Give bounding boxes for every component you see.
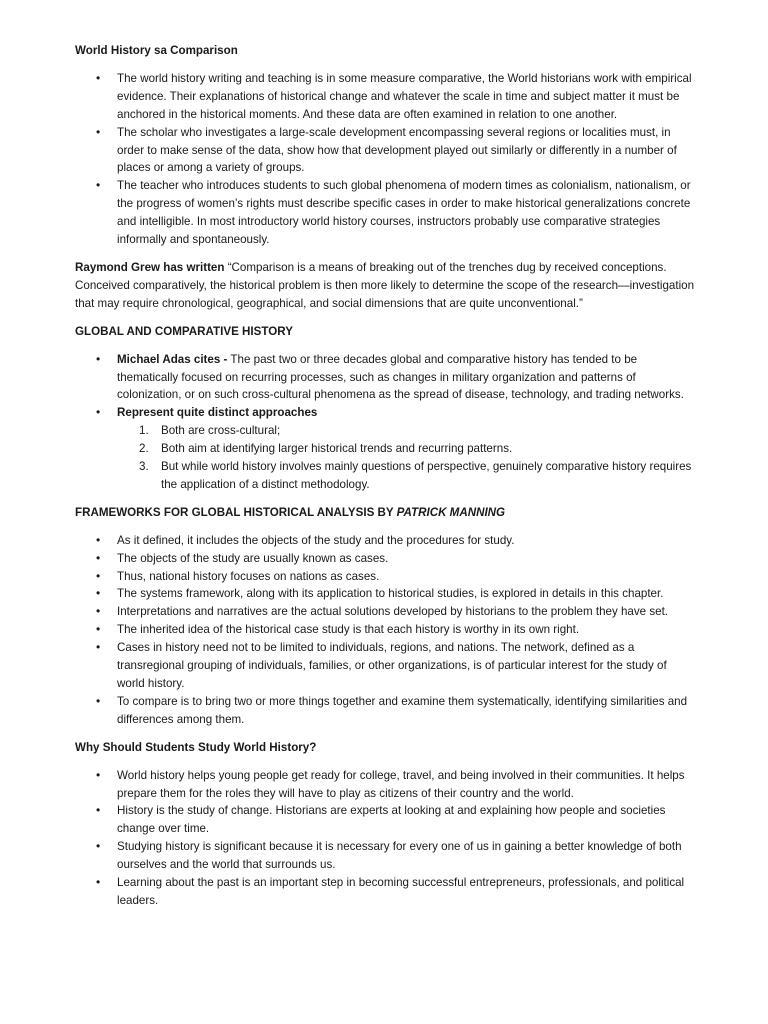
numbered-item [117, 440, 695, 458]
heading-main: FRAMEWORKS FOR GLOBAL HISTORICAL ANALYSIS BY [75, 505, 397, 519]
list-item: • To compare is to bring two or more things together and examine them systematically, identifying similarities and differences among them. [75, 693, 695, 729]
quote-text: “Comparison is a means of breaking out of the trenches dug by received conceptions. Conceived comparatively, the historical problem is then more likely to determine the scope of the research—investigation that may require chronological, geographical, and social dimensions that are quite unconventional.” [75, 260, 695, 310]
list-item: • The world history writing and teaching is in some measure comparative, the World historians work with empirical evidence. Their explanations of historical change and whatever the scale in time and subject matter it must be anchored in the historical moments. And these data are often examined in relation to one another. [75, 70, 695, 124]
bullet-list [75, 532, 695, 729]
numbered-list [117, 422, 695, 494]
bullet-list [75, 767, 695, 910]
list-item: • Cases in history need not to be limited to individuals, regions, and nations. The network, defined as a transregional grouping of individuals, families, or other organizations, is of particular interest for the study of world history. [75, 639, 695, 693]
bullet-list [75, 351, 695, 494]
list-item [75, 404, 695, 494]
quote-author: Raymond Grew has written [75, 260, 225, 274]
item-text: But while world history involves mainly questions of perspective, genuinely comparative history requires the application of a distinct methodology. [161, 460, 692, 491]
item-text: Both aim at identifying larger historical trends and recurring patterns. [161, 442, 513, 456]
section-heading-frameworks [75, 504, 695, 522]
item-number: 2. [139, 442, 149, 456]
item-lead: Represent quite distinct approaches [117, 406, 318, 420]
list-item: • History is the study of change. Historians are experts at looking at and explaining how people and societies change over time. [75, 802, 695, 838]
item-text: Both are cross-cultural; [161, 424, 281, 438]
heading-author: PATRICK MANNING [396, 505, 506, 519]
list-item: • The scholar who investigates a large-scale development encompassing several regions or localities must, in order to make sense of the data, show how that development played out similarly or differently in a number of places or among a variety of groups. [75, 124, 695, 178]
item-lead: Michael Adas cites - [117, 352, 228, 366]
list-item: • World history helps young people get ready for college, travel, and being involved in their communities. It helps prepare them for the roles they will have to play as citizens of their country and the world. [75, 767, 695, 803]
section-heading-world-history-comparison: World History sa Comparison [75, 44, 238, 57]
section-heading-global-comparative-history: GLOBAL AND COMPARATIVE HISTORY [75, 324, 293, 338]
list-item: • The teacher who introduces students to such global phenomena of modern times as colonialism, nationalism, or the progress of women’s rights must describe specific cases in order to make historical generalizations concrete and intelligible. In most introductory world history courses, instructors probably use comparative strategies informally and spontaneously. [75, 177, 695, 249]
item-text: The past two or three decades global and comparative history has tended to be thematically focused on recurring processes, such as changes in military organization and patterns of colonization, or on such cross-cultural phenomena as the spread of disease, technology, and trading networks. [117, 352, 684, 402]
list-item: • Learning about the past is an important step in becoming successful entrepreneurs, professionals, and political leaders. [75, 874, 695, 910]
numbered-item [117, 422, 695, 440]
document-body [75, 42, 695, 920]
quote-paragraph [75, 259, 695, 313]
bullet-list [75, 70, 695, 249]
list-item: • The inherited idea of the historical case study is that each history is worthy in its own right. [75, 621, 695, 639]
item-number: 1. [139, 424, 149, 438]
list-item: • Interpretations and narratives are the actual solutions developed by historians to the problem they have set. [75, 603, 695, 621]
section-heading-why-study-world-history: Why Should Students Study World History? [75, 740, 317, 754]
list-item: • As it defined, it includes the objects of the study and the procedures for study. [75, 532, 695, 550]
numbered-item [117, 458, 695, 494]
list-item: • The systems framework, along with its application to historical studies, is explored in details in this chapter. [75, 585, 695, 603]
item-number: 3. [139, 460, 149, 474]
list-item: • Studying history is significant because it is necessary for every one of us in gaining a better knowledge of both ourselves and the world that surrounds us. [75, 838, 695, 874]
list-item: • Thus, national history focuses on nations as cases. [75, 568, 695, 586]
list-item: • The objects of the study are usually known as cases. [75, 550, 695, 568]
list-item [75, 351, 695, 405]
